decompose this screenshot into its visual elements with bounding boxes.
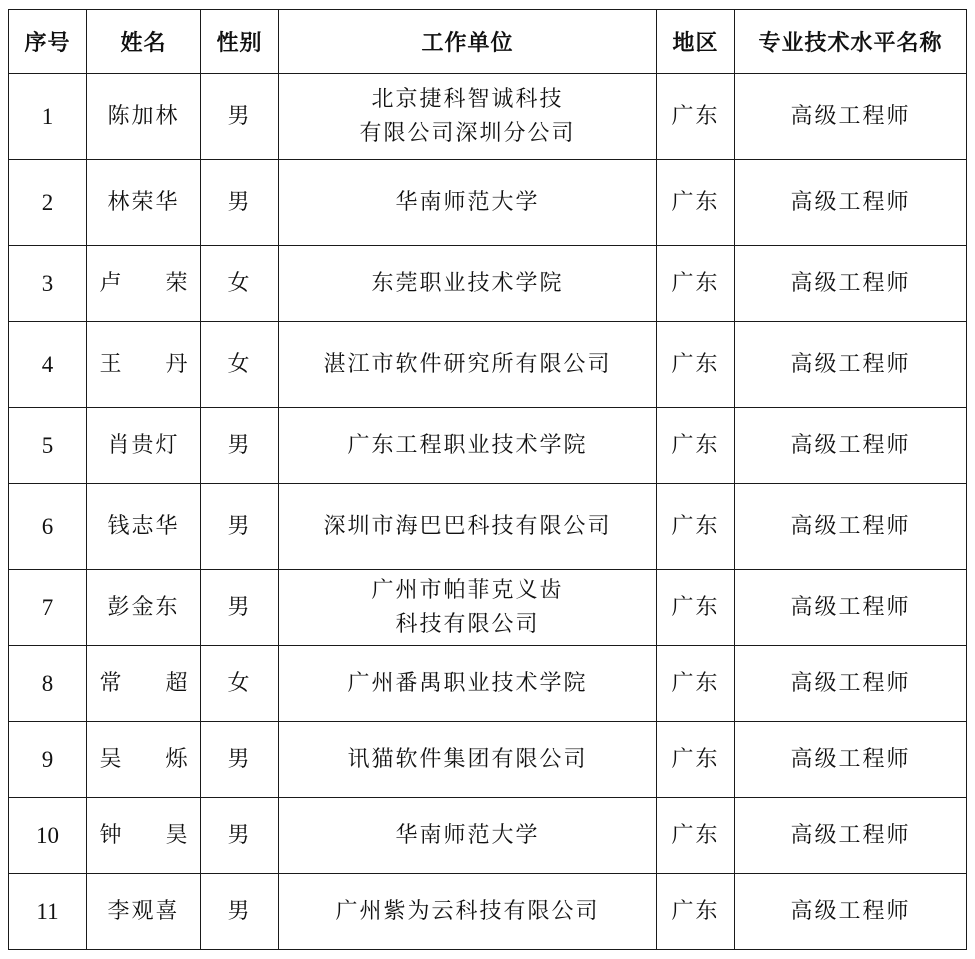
row-title: 高级工程师 — [735, 322, 967, 408]
row-title: 高级工程师 — [735, 74, 967, 160]
row-name — [87, 246, 201, 322]
row-gender: 男 — [201, 408, 279, 484]
row-region: 广东 — [657, 160, 735, 246]
row-name-last: 超 — [165, 670, 188, 696]
row-title: 高级工程师 — [735, 408, 967, 484]
row-region: 广东 — [657, 74, 735, 160]
row-name: 李观喜 — [87, 874, 201, 950]
row-no: 1 — [9, 74, 87, 160]
row-unit: 广州紫为云科技有限公司 — [279, 874, 657, 950]
row-name — [87, 798, 201, 874]
row-gender: 男 — [201, 484, 279, 570]
row-no: 5 — [9, 408, 87, 484]
row-name-first: 王 — [99, 351, 122, 377]
header-row — [9, 10, 967, 74]
row-unit: 华南师范大学 — [279, 160, 657, 246]
row-title: 高级工程师 — [735, 484, 967, 570]
row-no: 11 — [9, 874, 87, 950]
header-unit: 工作单位 — [279, 10, 657, 74]
row-no: 7 — [9, 570, 87, 646]
row-region: 广东 — [657, 484, 735, 570]
row-unit: 湛江市软件研究所有限公司 — [279, 322, 657, 408]
row-gender: 男 — [201, 160, 279, 246]
header-region: 地区 — [657, 10, 735, 74]
row-region: 广东 — [657, 798, 735, 874]
row-unit — [279, 74, 657, 160]
row-unit-line2: 科技有限公司 — [395, 611, 540, 637]
row-name — [87, 646, 201, 722]
row-title: 高级工程师 — [735, 160, 967, 246]
row-name-first: 卢 — [99, 270, 122, 296]
header-gender: 性别 — [201, 10, 279, 74]
table-row — [9, 874, 967, 950]
row-no: 9 — [9, 722, 87, 798]
row-region: 广东 — [657, 722, 735, 798]
row-name: 彭金东 — [87, 570, 201, 646]
table-row — [9, 646, 967, 722]
row-title: 高级工程师 — [735, 246, 967, 322]
table-row — [9, 570, 967, 646]
row-title: 高级工程师 — [735, 646, 967, 722]
row-gender: 男 — [201, 570, 279, 646]
row-gender: 男 — [201, 874, 279, 950]
row-unit-line2: 有限公司深圳分公司 — [359, 120, 576, 146]
header-title: 专业技术水平名称 — [735, 10, 967, 74]
row-name-last: 荣 — [165, 270, 188, 296]
row-no: 2 — [9, 160, 87, 246]
row-name — [87, 322, 201, 408]
row-region: 广东 — [657, 408, 735, 484]
row-name-last: 丹 — [165, 351, 188, 377]
table-row — [9, 484, 967, 570]
row-region: 广东 — [657, 246, 735, 322]
table-row — [9, 322, 967, 408]
row-name-first: 钟 — [99, 822, 122, 848]
table-row — [9, 74, 967, 160]
row-no: 6 — [9, 484, 87, 570]
table-row — [9, 246, 967, 322]
row-no: 10 — [9, 798, 87, 874]
row-unit: 广州番禺职业技术学院 — [279, 646, 657, 722]
row-unit: 东莞职业技术学院 — [279, 246, 657, 322]
row-unit: 讯猫软件集团有限公司 — [279, 722, 657, 798]
row-region: 广东 — [657, 874, 735, 950]
row-title: 高级工程师 — [735, 722, 967, 798]
row-unit-line1: 北京捷科智诚科技 — [371, 86, 564, 112]
row-unit: 深圳市海巴巴科技有限公司 — [279, 484, 657, 570]
row-gender: 女 — [201, 646, 279, 722]
row-gender: 男 — [201, 722, 279, 798]
row-title: 高级工程师 — [735, 874, 967, 950]
row-title: 高级工程师 — [735, 570, 967, 646]
row-name-last: 昊 — [165, 822, 188, 848]
table-row — [9, 798, 967, 874]
header-no: 序号 — [9, 10, 87, 74]
row-name: 肖贵灯 — [87, 408, 201, 484]
row-no: 4 — [9, 322, 87, 408]
row-region: 广东 — [657, 322, 735, 408]
row-unit-line1: 广州市帕菲克义齿 — [371, 577, 564, 603]
row-name-first: 常 — [99, 670, 122, 696]
row-gender: 女 — [201, 246, 279, 322]
row-no: 8 — [9, 646, 87, 722]
row-unit: 华南师范大学 — [279, 798, 657, 874]
row-unit — [279, 570, 657, 646]
row-title: 高级工程师 — [735, 798, 967, 874]
row-gender: 男 — [201, 74, 279, 160]
row-region: 广东 — [657, 646, 735, 722]
row-unit: 广东工程职业技术学院 — [279, 408, 657, 484]
row-name — [87, 722, 201, 798]
row-region: 广东 — [657, 570, 735, 646]
row-gender: 男 — [201, 798, 279, 874]
roster-table — [8, 9, 967, 950]
row-name: 钱志华 — [87, 484, 201, 570]
row-gender: 女 — [201, 322, 279, 408]
table-row — [9, 408, 967, 484]
table-row — [9, 722, 967, 798]
row-name-last: 烁 — [165, 746, 188, 772]
row-name-first: 吴 — [99, 746, 122, 772]
header-name: 姓名 — [87, 10, 201, 74]
row-name: 陈加林 — [87, 74, 201, 160]
row-name: 林荣华 — [87, 160, 201, 246]
row-no: 3 — [9, 246, 87, 322]
table-row — [9, 160, 967, 246]
